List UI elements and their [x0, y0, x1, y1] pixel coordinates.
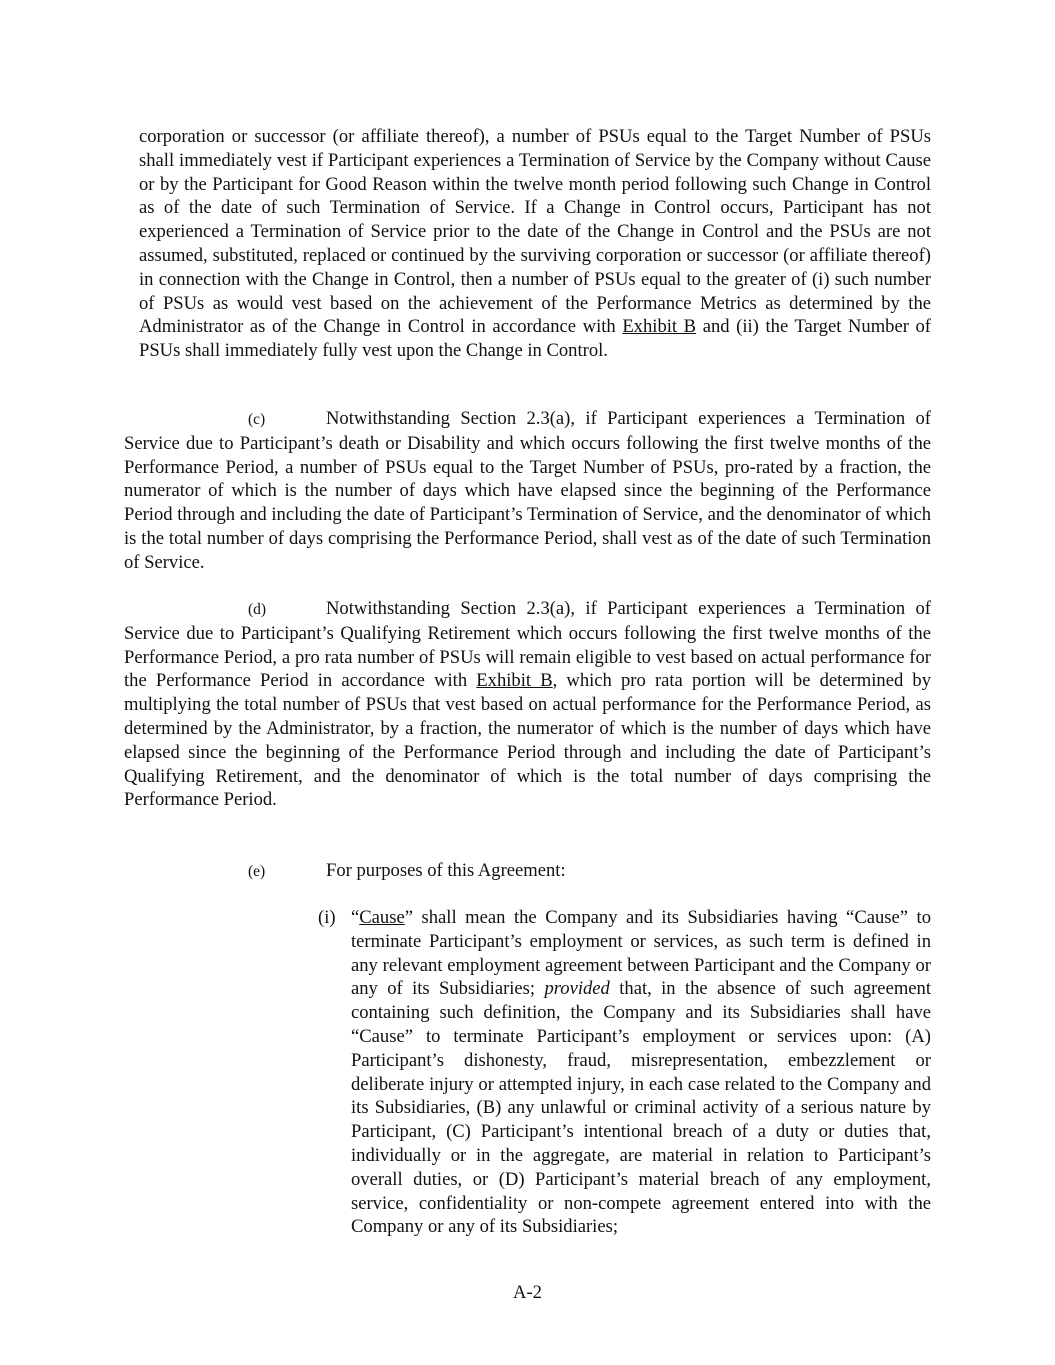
paragraph-d: (d) Notwithstanding Section 2.3(a), if Participant experiences a Termination of Service due to Participant’s Qualifying Retirement which occurs following the first twelve months of the Performance Period, a pro rata number of PSUs will remain eligible to vest based on actual performance for the Performance Period in accordance with Exhibit B, which pro rata portion will be determined by multiplying the total number of PSUs that vest based on actual performance for the Performance Period, as determined by the Administrator, by a fraction, the numerator of which is the number of days which have elapsed since the beginning of the Performance Period through and including the date of Participant’s Qualifying Retirement, and the denominator of which is the total number of days comprising the Performance Period.: [124, 598, 932, 811]
exhibit-b-reference: Exhibit B: [476, 670, 553, 692]
paragraph-c: [124, 407, 931, 575]
paragraph-e-text: For purposes of this Agreement:: [326, 860, 566, 881]
exhibit-b-reference: Exhibit B: [622, 316, 697, 338]
paragraph-e: [248, 859, 931, 884]
definition-text: “Cause” shall mean the Company and its Subsidiaries having “Cause” to terminate Participant’s employment or services, as such term is defined in any relevant employment agreement between Participant and the Company or any of its Subsidiaries; provided that, in the absence of such agreement containing such definition, the Company and its Subsidiaries shall have “Cause” to terminate Participant’s employment or services upon: (A) Participant’s dishonesty, fraud, misrepresentation, embezzlement or deliberate injury or attempted injury, in each case related to the Company and its Subsidiaries, (B) any unlawful or criminal activity of a serious nature by Participant, (C) Participant’s intentional breach of a duty or duties that, individually or in the aggregate, are material in relation to Participant’s overall duties, or (D) Participant’s material breach of any employment, service, confidentiality or non-compete agreement entered into with the Company or any of its Subsidiaries;: [351, 907, 931, 1238]
paragraph-label-e: (e): [248, 863, 266, 880]
paragraph-c-text: Notwithstanding Section 2.3(a), if Participant experiences a Termination of Service due to Participant’s death or Disability and which occurs following the first twelve months of the Performance Period, a number of PSUs equal to the Target Number of PSUs, pro-rated by a fraction, the numerator of which is the number of days which have elapsed since the beginning of the Performance Period through and including the date of Participant’s Termination of Service, and the denominator of which is the total number of days comprising the Performance Period, shall vest as of the date of such Termination of Service.: [124, 408, 931, 573]
item-number: (i): [318, 907, 336, 928]
paragraph-label-d: (d): [248, 601, 267, 618]
defined-term: Cause: [359, 907, 405, 928]
paragraph-b-continuation: corporation or successor (or affiliate thereof), a number of PSUs equal to the Target Number of PSUs shall immediately vest if Participant experiences a Termination of Service by the Company without Cause or by the Participant for Good Reason within the twelve month period following such Change in Control as of the date of such Termination of Service. If a Change in Control occurs, Participant has not experienced a Termination of Service prior to the date of the Change in Control and the PSUs are not assumed, substituted, replaced or continued by the surviving corporation or successor (or affiliate thereof) in connection with the Change in Control, then a number of PSUs equal to the greater of (i) such number of PSUs as would vest based on the achievement of the Performance Metrics as determined by the Administrator as of the Change in Control in accordance with Exhibit B and (ii) the Target Number of PSUs shall immediately fully vest upon the Change in Control.: [139, 126, 932, 362]
page-number: A-2: [513, 1282, 542, 1303]
paragraph-label-c: (c): [248, 411, 266, 428]
italic-provided: provided: [544, 978, 610, 1000]
definition-item-cause: [318, 906, 931, 1239]
